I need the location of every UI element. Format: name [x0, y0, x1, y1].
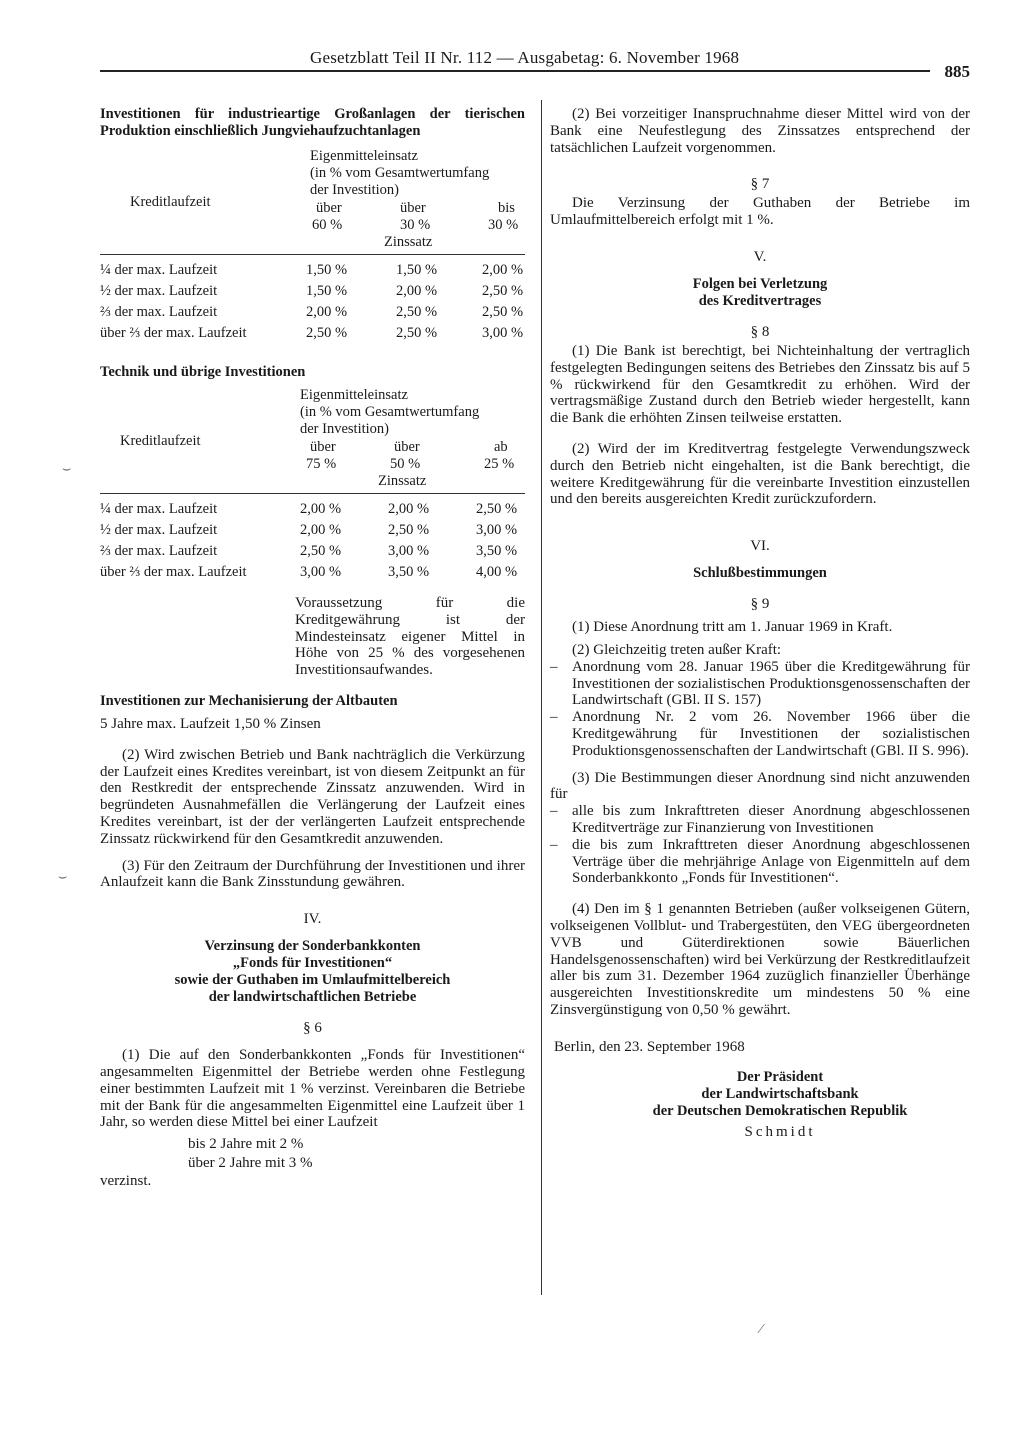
row-label: ⅔ der max. Laufzeit — [100, 543, 218, 559]
dash-mark: – — [550, 658, 558, 675]
list-item-text: die bis zum Inkrafttreten dieser Anordnung abgeschlossenen Verträge über die mehrjährige Anlage von Eigenmitteln auf dem Sonderbankkonto „Fonds für Investitionen“. — [572, 836, 970, 887]
table1-body — [100, 262, 525, 354]
dash-mark: – — [550, 709, 558, 726]
row-label: über ⅔ der max. Laufzeit — [100, 325, 247, 341]
section-iv-number: IV. — [303, 911, 322, 928]
section-v-number: V. — [753, 248, 767, 265]
row-label: ⅔ der max. Laufzeit — [100, 304, 218, 320]
row-v2: 3,00 % — [388, 543, 430, 559]
row-v1: 2,50 % — [300, 543, 342, 559]
t1-c1b: 60 % — [312, 217, 343, 233]
table2-header — [100, 387, 525, 495]
section-vi-number: VI. — [750, 538, 770, 555]
t2-derinv: der Investition) — [300, 421, 389, 437]
table1-heading: Investitionen für industrieartige Großanlagen der tierischen Produktion einschließlich Jungviehaufzuchtanlagen — [100, 106, 525, 139]
table1-header — [100, 148, 525, 256]
t2-c2b: 50 % — [390, 456, 421, 472]
table2-body — [100, 501, 525, 593]
dash-mark: – — [550, 836, 558, 853]
paragraph-6-number: § 6 — [303, 1020, 322, 1037]
t2-c1b: 75 % — [306, 456, 337, 472]
row-v1: 2,00 % — [300, 522, 342, 538]
table2-heading: Technik und übrige Investitionen — [100, 364, 306, 380]
t1-c2a: über — [400, 200, 426, 216]
header-rule — [100, 70, 930, 72]
section-v-title-2: des Kreditvertrages — [698, 292, 822, 309]
place-date: Berlin, den 23. September 1968 — [554, 1038, 745, 1055]
paragraph-9-number: § 9 — [750, 596, 770, 613]
signature-title-3: der Deutschen Demokratischen Republik — [652, 1103, 908, 1120]
row-v3: 2,50 % — [476, 501, 518, 517]
table-row — [100, 283, 525, 304]
rate-ueber: über 2 Jahre mit 3 % — [188, 1155, 313, 1172]
t1-kredit: Kreditlaufzeit — [130, 194, 211, 210]
section-iv-title-3: sowie der Guthaben im Umlaufmittelbereich — [174, 972, 451, 989]
right-column — [550, 100, 970, 1141]
row-v3: 2,50 % — [482, 304, 524, 320]
list-item — [550, 803, 970, 837]
t2-zins: Zinssatz — [378, 473, 427, 489]
list-item — [550, 659, 970, 709]
t2-c3a: ab — [494, 439, 508, 455]
t2-rule — [100, 493, 525, 494]
list-item — [550, 709, 970, 759]
row-v3: 3,50 % — [476, 543, 518, 559]
row-v3: 3,00 % — [476, 522, 518, 538]
para-2: (2) Wird zwischen Betrieb und Bank nachträglich die Verkürzung der Laufzeit eines Kredites vereinbart, ist von diesem Zeitpunkt an für den Restkredit der entsprechende Zinssatz anzuwenden. Wird in begründeten Ausnahmefällen die Verlängerung der Laufzeit eines Kredites vereinbart, ist der der verlängerten Laufzeit entsprechende Zinssatz rückwirkend für den Gesamtkredit anzuwenden. — [100, 746, 525, 847]
para-9-1: (1) Diese Anordnung tritt am 1. Januar 1969 in Kraft. — [572, 619, 893, 636]
para-9-4: (4) Den im § 1 genannten Betrieben (außer volkseigenen Gütern, volkseigenen Vollblut- und Trabergestüten, den VEG übergeordneten VVB und Güterdirektionen sowie Bäuerlichen Handelsgenossenschaften) wird bei Verkürzung der Restkreditlaufzeit aller bis zum 31. Dezember 1964 zuzüglich finanzieller Überhänge ausgereichten Investitionskredite um mindestens 50 % eine Zinsvergünstigung von 0,50 % gewährt. — [550, 901, 970, 1018]
table-row — [100, 304, 525, 325]
t1-c3b: 30 % — [488, 217, 519, 233]
table3-heading: Investitionen zur Mechanisierung der Altbauten — [100, 692, 398, 709]
table-row — [100, 262, 525, 283]
table2-note: Voraussetzung für die Kreditgewährung ist der Mindesteinsatz eigener Mittel in Höhe von 25 % des vorgesehenen Investitionsaufwandes. — [295, 595, 525, 679]
section-iv-title-2: „Fonds für Investitionen“ — [232, 955, 393, 972]
page-number: 885 — [944, 62, 970, 81]
t2-c3b: 25 % — [484, 456, 515, 472]
para-9-3: (3) Die Bestimmungen dieser Anordnung sind nicht anzuwenden für — [550, 769, 970, 803]
table-row — [100, 325, 525, 346]
t2-inpct: (in % vom Gesamtwertumfang — [300, 404, 480, 420]
signature-title-2: der Landwirtschaftsbank — [701, 1086, 859, 1103]
row-v3: 2,50 % — [482, 283, 524, 299]
row-v1: 2,00 % — [300, 501, 342, 517]
row-v2: 1,50 % — [396, 262, 438, 278]
header-title: Gesetzblatt Teil II Nr. 112 — Ausgabetag: 6. November 1968 — [310, 48, 740, 67]
table-row — [100, 522, 525, 543]
t2-c2a: über — [394, 439, 420, 455]
row-v1: 1,50 % — [306, 262, 348, 278]
row-v1: 1,50 % — [306, 283, 348, 299]
table-row — [100, 501, 525, 522]
row-v2: 3,50 % — [388, 564, 430, 580]
section-iv-title-4: der landwirtschaftlichen Betriebe — [208, 989, 417, 1006]
t1-c2b: 30 % — [400, 217, 431, 233]
row-v1: 2,00 % — [306, 304, 348, 320]
row-v1: 2,50 % — [306, 325, 348, 341]
t2-c1a: über — [310, 439, 336, 455]
para-6-2: (2) Bei vorzeitiger Inanspruchnahme dieser Mittel wird von der Bank eine Neufestlegung des Zinssatzes entsprechend der tatsächlichen Laufzeit vorgenommen. — [550, 106, 970, 156]
page-header — [100, 44, 970, 81]
row-label: ½ der max. Laufzeit — [100, 283, 218, 299]
t1-zins: Zinssatz — [384, 234, 433, 250]
row-label: ½ der max. Laufzeit — [100, 522, 218, 538]
row-v3: 2,00 % — [482, 262, 524, 278]
row-label: ¼ der max. Laufzeit — [100, 501, 218, 517]
section-iv-title-1: Verzinsung der Sonderbankkonten — [204, 938, 421, 955]
para-6-1: (1) Die auf den Sonderbankkonten „Fonds für Investitionen“ angesammelten Eigenmittel der Betriebe werden ohne Festlegung einer bestimmten Laufzeit mit 1 % verzinst. Vereinbaren die Betriebe mit der Bank für die angesammelten Eigenmittel eine Laufzeit über 1 Jahr, so werden diese Mittel bei einer Laufzeit — [100, 1047, 525, 1131]
para-8-2: (2) Wird der im Kreditvertrag festgelegte Verwendungszweck durch den Betrieb nicht eingehalten, ist die Bank berechtigt, die weitere Kreditgewährung für die vereinbarte Investition einzustellen und den bereits ausgereichten Kredit zurückzufordern. — [550, 440, 970, 508]
t1-inpct: (in % vom Gesamtwertumfang — [310, 165, 490, 181]
signature-name: Schmidt — [744, 1124, 816, 1141]
margin-mark: ⌣ — [62, 462, 72, 477]
column-divider — [541, 100, 542, 1295]
t1-c1a: über — [316, 200, 342, 216]
list-item-text: Anordnung vom 28. Januar 1965 über die Kreditgewährung für Investitionen der sozialistischen Produktionsgenossenschaften der Landwirtschaft (GBl. II S. 157) — [572, 658, 970, 709]
t1-derinv: der Investition) — [310, 182, 399, 198]
left-column — [100, 100, 525, 1190]
table-row — [100, 564, 525, 585]
row-v2: 2,50 % — [396, 325, 438, 341]
row-label: ¼ der max. Laufzeit — [100, 262, 218, 278]
paragraph-7-number: § 7 — [750, 176, 770, 193]
verzinst: verzinst. — [100, 1173, 152, 1190]
row-v3: 3,00 % — [482, 325, 524, 341]
paragraph-8-number: § 8 — [750, 323, 770, 340]
para-3: (3) Für den Zeitraum der Durchführung der Investitionen und ihrer Anlaufzeit kann die Bank Zinsstundung gewähren. — [100, 857, 525, 891]
margin-mark: ⌣ — [58, 870, 68, 885]
t1-c3a: bis — [498, 200, 515, 216]
t1-rule — [100, 254, 525, 255]
signature-title-1: Der Präsident — [736, 1069, 824, 1086]
t2-eigen: Eigenmitteleinsatz — [300, 387, 408, 403]
rate-bis: bis 2 Jahre mit 2 % — [188, 1136, 304, 1153]
row-v1: 3,00 % — [300, 564, 342, 580]
margin-mark: ⁄ — [760, 1322, 763, 1337]
para-8-1: (1) Die Bank ist berechtigt, bei Nichteinhaltung der vertraglich festgelegten Bedingungen seitens des Betriebes den Zinssatz bis auf 5 % rückwirkend für den Gesamtkredit zu erhöhen. Wird der vertragsmäßige Zustand durch den Betrieb wieder hergestellt, kann die Bank die erhöhten Zinsen teilweise erstatten. — [550, 342, 970, 427]
table-row — [100, 543, 525, 564]
t2-kredit: Kreditlaufzeit — [120, 433, 201, 449]
row-v2: 2,00 % — [388, 501, 430, 517]
list-item-text: Anordnung Nr. 2 vom 26. November 1966 über die Kreditgewährung für Investitionen der sozialistischen Produktionsgenossenschaften der Landwirtschaft (GBl. II S. 996). — [572, 709, 970, 759]
dash-mark: – — [550, 803, 558, 820]
para-9-2: (2) Gleichzeitig treten außer Kraft: — [572, 641, 782, 658]
list-item-text: alle bis zum Inkrafttreten dieser Anordnung abgeschlossenen Kreditverträge zur Finanzierung von Investitionen — [572, 803, 970, 836]
row-v3: 4,00 % — [476, 564, 518, 580]
row-v2: 2,00 % — [396, 283, 438, 299]
section-v-title-1: Folgen bei Verletzung — [692, 275, 828, 292]
section-vi-title: Schlußbestimmungen — [693, 565, 827, 582]
list-item — [550, 837, 970, 887]
t1-eigen: Eigenmitteleinsatz — [310, 148, 418, 164]
row-v2: 2,50 % — [388, 522, 430, 538]
para-7: Die Verzinsung der Guthaben der Betriebe im Umlaufmittelbereich erfolgt mit 1 %. — [550, 195, 970, 229]
table3-line: 5 Jahre max. Laufzeit 1,50 % Zinsen — [100, 715, 321, 732]
row-label: über ⅔ der max. Laufzeit — [100, 564, 247, 580]
row-v2: 2,50 % — [396, 304, 438, 320]
